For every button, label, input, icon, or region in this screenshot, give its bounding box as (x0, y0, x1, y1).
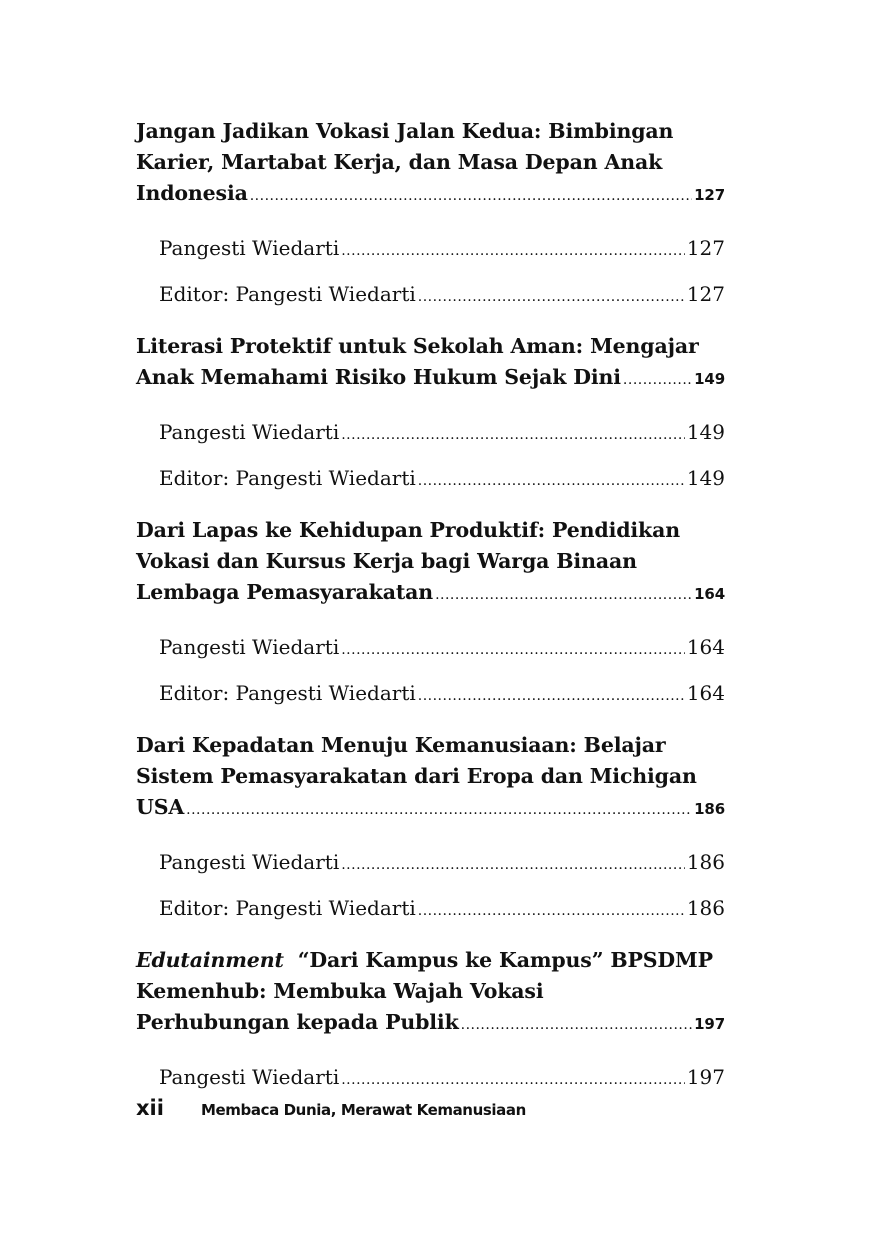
chapter-title-line: Sistem Pemasyarakatan dari Eropa dan Michigan (136, 764, 697, 788)
toc-chapter-entry[interactable] (136, 331, 725, 396)
chapter-title-line: Dari Kepadatan Menuju Kemanusiaan: Belajar (136, 733, 666, 757)
chapter-title-line: Jangan Jadikan Vokasi Jalan Kedua: Bimbingan (136, 119, 674, 143)
editor-label: Editor: Pangesti Wiedarti (159, 282, 416, 306)
chapter-title-italic: Edutainment (136, 948, 284, 972)
dot-leader (341, 235, 685, 264)
author-label: Pangesti Wiedarti (159, 1065, 340, 1089)
chapter-page-number: 127 (694, 186, 725, 204)
toc-author-entry[interactable] (136, 419, 725, 448)
chapter-title-line: USA (136, 795, 185, 819)
chapter-page-number: 149 (694, 370, 725, 388)
dot-leader (461, 1007, 693, 1041)
chapter-title-last-line (136, 1007, 725, 1041)
dot-leader (418, 680, 685, 709)
toc-editor-entry[interactable] (136, 281, 725, 310)
table-of-contents (136, 116, 725, 1093)
dot-leader (250, 178, 692, 212)
toc-chapter-entry[interactable] (136, 116, 725, 212)
author-page-number: 197 (686, 1065, 725, 1089)
dot-leader (341, 419, 685, 448)
editor-page-number: 186 (686, 896, 725, 920)
chapter-title-line: Lembaga Pemasyarakatan (136, 580, 434, 604)
dot-leader (418, 465, 685, 494)
toc-author-entry[interactable] (136, 634, 725, 663)
author-label: Pangesti Wiedarti (159, 236, 340, 260)
editor-label: Editor: Pangesti Wiedarti (159, 466, 416, 490)
editor-label: Editor: Pangesti Wiedarti (159, 681, 416, 705)
toc-chapter-entry[interactable] (136, 945, 725, 1041)
chapter-page-number: 197 (694, 1015, 725, 1033)
toc-author-entry[interactable] (136, 235, 725, 264)
editor-page-number: 164 (686, 681, 725, 705)
chapter-title-line: Kemenhub: Membuka Wajah Vokasi (136, 979, 544, 1003)
dot-leader (623, 362, 692, 396)
author-label: Pangesti Wiedarti (159, 420, 340, 444)
chapter-title-line: Karier, Martabat Kerja, dan Masa Depan Anak (136, 150, 663, 174)
running-head: Membaca Dunia, Merawat Kemanusiaan (201, 1101, 526, 1119)
dot-leader (341, 849, 685, 878)
chapter-title-rest: “Dari Kampus ke Kampus” BPSDMP (283, 948, 713, 972)
chapter-title-last-line (136, 362, 725, 396)
chapter-page-number: 186 (694, 800, 725, 818)
author-label: Pangesti Wiedarti (159, 850, 340, 874)
chapter-title-first-line (136, 945, 725, 976)
chapter-title-line: Literasi Protektif untuk Sekolah Aman: Mengajar (136, 334, 699, 358)
chapter-title-line: Anak Memahami Risiko Hukum Sejak Dini (136, 365, 621, 389)
toc-author-entry[interactable] (136, 849, 725, 878)
toc-chapter-entry[interactable] (136, 515, 725, 611)
dot-leader (341, 1064, 685, 1093)
dot-leader (435, 577, 692, 611)
dot-leader (186, 792, 692, 826)
editor-label: Editor: Pangesti Wiedarti (159, 896, 416, 920)
dot-leader (341, 634, 685, 663)
chapter-title-last-line (136, 792, 725, 826)
dot-leader (418, 281, 685, 310)
author-label: Pangesti Wiedarti (159, 635, 340, 659)
chapter-title-last-line (136, 577, 725, 611)
editor-page-number: 127 (686, 282, 725, 306)
author-page-number: 164 (686, 635, 725, 659)
author-page-number: 149 (686, 420, 725, 444)
chapter-title-line: Vokasi dan Kursus Kerja bagi Warga Binaan (136, 549, 637, 573)
chapter-title-last-line (136, 178, 725, 212)
toc-editor-entry[interactable] (136, 895, 725, 924)
chapter-title-line: Perhubungan kepada Publik (136, 1010, 459, 1034)
chapter-page-number: 164 (694, 585, 725, 603)
author-page-number: 127 (686, 236, 725, 260)
footer-page-number: xii (136, 1096, 164, 1120)
chapter-title-line: Indonesia (136, 181, 248, 205)
toc-editor-entry[interactable] (136, 680, 725, 709)
toc-editor-entry[interactable] (136, 465, 725, 494)
editor-page-number: 149 (686, 466, 725, 490)
page-footer (136, 1096, 526, 1120)
toc-chapter-entry[interactable] (136, 730, 725, 826)
dot-leader (418, 895, 685, 924)
author-page-number: 186 (686, 850, 725, 874)
toc-author-entry[interactable] (136, 1064, 725, 1093)
chapter-title-line: Dari Lapas ke Kehidupan Produktif: Pendidikan (136, 518, 680, 542)
